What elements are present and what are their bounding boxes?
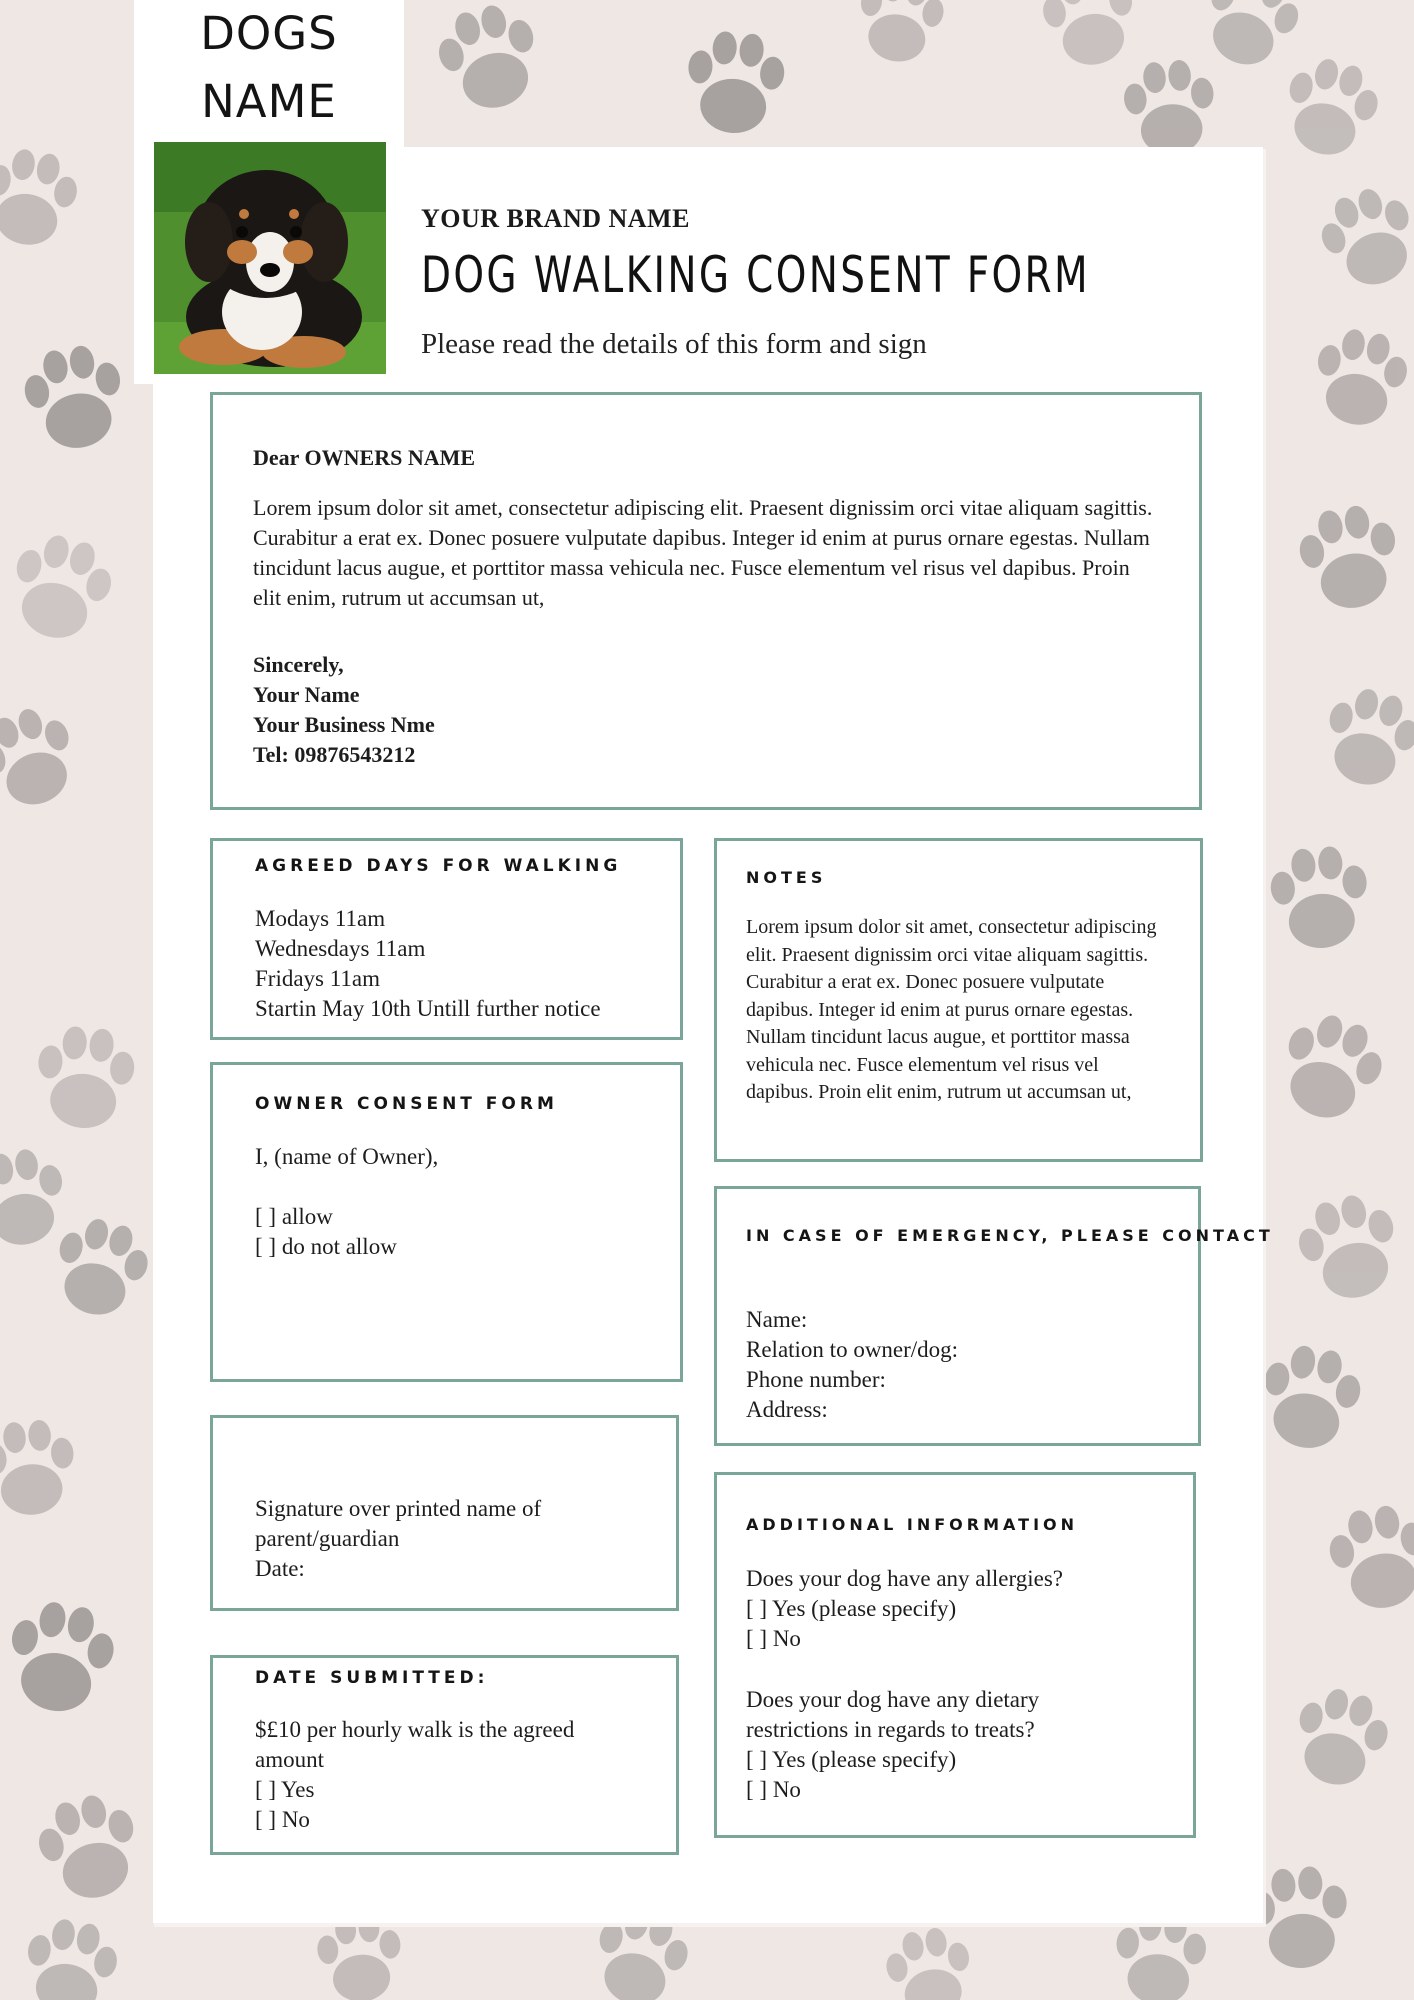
- brand-name: YOUR BRAND NAME: [421, 204, 690, 233]
- dietary-no-option[interactable]: [ ] No: [746, 1777, 801, 1802]
- emergency-fields: Name: Relation to owner/dog: Phone number: Address:: [746, 1307, 959, 1422]
- page-title: DOG WALKING CONSENT FORM: [421, 246, 1090, 304]
- letter-body: Lorem ipsum dolor sit amet, consectetur adipiscing elit. Praesent dignissim orci vitae aliquam sagittis. Curabitur a erat ex. Donec posuere vulputate dapibus. Integer id enim at purus ornare egestas. Nullam tincidunt lacus augue, et porttitor massa vehicula nec. Fusce elementum vel risus vel dapibus. Proin elit enim, rutrum ut accumsan ut,: [253, 495, 1153, 610]
- rate-yes-option[interactable]: [ ] Yes: [255, 1777, 315, 1802]
- letter-signoff: Sincerely, Your Name Your Business Nme Tel: 09876543212: [253, 652, 435, 767]
- emergency-label: IN CASE OF EMERGENCY, PLEASE CONTACT: [746, 1226, 1274, 1245]
- allergies-yes-option[interactable]: [ ] Yes (please specify): [746, 1596, 957, 1621]
- letter-greeting: Dear OWNERS NAME: [253, 445, 476, 470]
- owner-consent-intro: I, (name of Owner),: [255, 1144, 439, 1169]
- dietary-question: Does your dog have any dietary restrictions in regards to treats? [ ] Yes (please specify) [ ] No: [746, 1685, 1039, 1805]
- rate-no-option[interactable]: [ ] No: [255, 1807, 310, 1832]
- agreed-days-list: Modays 11am Wednesdays 11am Fridays 11am Startin May 10th Untill further notice: [255, 906, 601, 1021]
- allergies-question: Does your dog have any allergies? [ ] Yes (please specify) [ ] No: [746, 1564, 1063, 1654]
- agreed-days-label: AGREED DAYS FOR WALKING: [255, 856, 622, 876]
- page-subtitle: Please read the details of this form and sign: [421, 328, 927, 360]
- allow-option[interactable]: [ ] allow: [255, 1204, 333, 1229]
- additional-info-label: ADDITIONAL INFORMATION: [746, 1515, 1079, 1534]
- notes-label: NOTES: [746, 868, 827, 887]
- notes-body: Lorem ipsum dolor sit amet, consectetur adipiscing elit. Praesent dignissim orci vitae aliquam sagittis. Curabitur a erat ex. Donec posuere vulputate dapibus. Integer id enim at purus ornare egestas. Nullam tincidunt lacus augue, et porttitor massa vehicula nec. Fusce elementum vel risus vel dapibus. Proin elit enim, rutrum ut accumsan ut,: [746, 916, 1157, 1103]
- owner-consent-options[interactable]: [255, 1202, 397, 1262]
- allergies-no-option[interactable]: [ ] No: [746, 1626, 801, 1651]
- dietary-yes-option[interactable]: [ ] Yes (please specify): [746, 1747, 957, 1772]
- date-submitted-fields: $£10 per hourly walk is the agreed amount [ ] Yes [ ] No: [255, 1715, 574, 1835]
- dog-name: DOGS NAME: [200, 7, 338, 128]
- dog-photo: [154, 142, 386, 374]
- owner-consent-label: OWNER CONSENT FORM: [255, 1094, 558, 1114]
- signature-fields: Signature over printed name of parent/guardian Date:: [255, 1496, 542, 1581]
- date-submitted-label: DATE SUBMITTED:: [255, 1668, 489, 1688]
- do-not-allow-option[interactable]: [ ] do not allow: [255, 1234, 397, 1259]
